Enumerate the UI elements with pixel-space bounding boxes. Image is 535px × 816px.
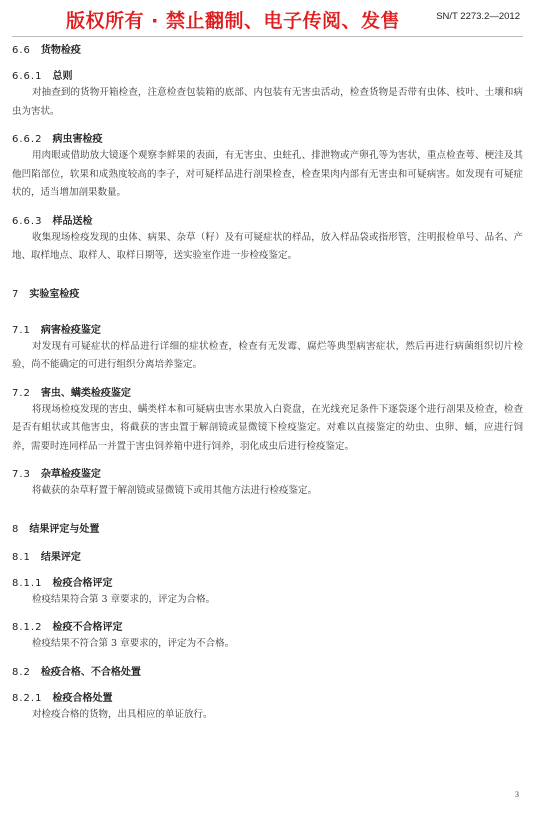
heading-7-2 xyxy=(12,387,523,401)
heading-title: 结果评定与处置 xyxy=(29,523,100,535)
heading-6-6-3 xyxy=(12,215,523,229)
paragraph-8-1-2: 检疫结果不符合第 3 章要求的，评定为不合格。 xyxy=(32,638,235,649)
paragraph-7-2: 将现场检疫发现的害虫、螨类样本和可疑病虫害水果放入白瓷盘，在光线充足条件下逐袋逐个进行剖果及检查，检查是否有蛆状或其他害虫，将截获的害虫置于解剖镜或显微镜下检疫鉴定。对难以直接鉴定的幼虫、虫卵、蛹，应进行饲养，需要时连同样品一并置于害虫饲养箱中进行饲养，羽化成虫后进行检疫鉴定。 xyxy=(12,403,523,452)
heading-title: 病虫害检疫 xyxy=(52,134,103,145)
paragraph-6-6-2: 用肉眼或借助放大镜逐个观察李鲜果的表面，有无害虫、虫蛀孔、排泄物或产卵孔等为害状，重点检查萼、梗洼及其他凹陷部位，软果和成熟度较高的李子，对可疑样品进行剖果检查，检查果肉内部有无害虫和可疑病害。如发现有可疑症状的，适当增加剖果数量。 xyxy=(12,150,523,198)
heading-title: 检疫不合格评定 xyxy=(52,622,123,633)
standard-code: SN/T 2273.2—2012 xyxy=(436,11,520,22)
heading-title: 检疫合格处置 xyxy=(52,692,113,704)
heading-number: 7.3 xyxy=(12,469,31,480)
heading-title: 检疫合格、不合格处置 xyxy=(40,666,141,678)
heading-number: 8.2 xyxy=(12,666,31,678)
heading-number: 6.6.2 xyxy=(12,134,43,145)
paragraph-8-2-1: 对检疫合格的货物，出具相应的单证放行。 xyxy=(32,708,213,720)
heading-8-2 xyxy=(12,666,523,680)
paragraph-6-6-1: 对抽查到的货物开箱检查，注意检查包装箱的底部、内包装有无害虫活动，检查货物是否带有虫体、枝叶、土壤和病虫为害状。 xyxy=(12,87,523,117)
heading-number: 6.6.3 xyxy=(12,215,43,227)
watermark: 版权所有 · 禁止翻制、电子传阅、发售 xyxy=(66,10,400,32)
heading-title: 结果评定 xyxy=(40,551,81,563)
heading-number: 7.1 xyxy=(12,324,31,336)
header-rule xyxy=(12,36,523,37)
heading-number: 8.1 xyxy=(12,551,31,563)
heading-number: 7 xyxy=(12,288,20,300)
document-body xyxy=(12,44,523,724)
heading-number: 8.1.2 xyxy=(12,622,43,633)
paragraph-7-3: 将截获的杂草籽置于解剖镜或显微镜下或用其他方法进行检疫鉴定。 xyxy=(32,485,318,496)
heading-number: 6.6 xyxy=(12,45,31,56)
heading-title: 实验室检疫 xyxy=(29,288,80,300)
heading-number: 8.1.1 xyxy=(12,577,43,589)
heading-8-1 xyxy=(12,551,523,565)
heading-7-3 xyxy=(12,468,523,482)
page-number: 3 xyxy=(515,790,519,799)
heading-number: 8.2.1 xyxy=(12,692,43,704)
heading-number: 7.2 xyxy=(12,387,31,399)
heading-6-6-2 xyxy=(12,133,523,147)
paragraph-6-6-3: 收集现场检疫发现的虫体、病果、杂草（籽）及有可疑症状的样品，放入样品袋或指形管，注明报检单号、品名、产地、取样地点、取样人、取样日期等，送实验室作进一步检疫鉴定。 xyxy=(12,231,523,261)
heading-title: 杂草检疫鉴定 xyxy=(40,469,101,480)
heading-number: 8 xyxy=(12,523,20,535)
heading-title: 样品送检 xyxy=(52,215,93,227)
heading-7 xyxy=(12,288,523,302)
heading-6-6-1 xyxy=(12,70,523,84)
heading-8-1-1 xyxy=(12,577,523,591)
heading-title: 总则 xyxy=(52,71,73,82)
heading-8-2-1 xyxy=(12,692,523,706)
heading-title: 害虫、螨类检疫鉴定 xyxy=(40,387,131,399)
heading-6-6 xyxy=(12,44,523,58)
paragraph-7-1: 对发现有可疑症状的样品进行详细的症状检查，检查有无发霉、腐烂等典型病害症状，然后再进行病菌组织切片检验，尚不能确定的可进行组织分离培养鉴定。 xyxy=(12,340,523,370)
heading-8 xyxy=(12,523,523,537)
heading-title: 货物检疫 xyxy=(40,45,81,56)
paragraph-8-1-1: 检疫结果符合第 3 章要求的，评定为合格。 xyxy=(32,593,216,605)
heading-number: 6.6.1 xyxy=(12,71,43,82)
heading-7-1 xyxy=(12,324,523,338)
heading-title: 病害检疫鉴定 xyxy=(40,324,101,336)
heading-title: 检疫合格评定 xyxy=(52,577,113,589)
heading-8-1-2 xyxy=(12,621,523,635)
